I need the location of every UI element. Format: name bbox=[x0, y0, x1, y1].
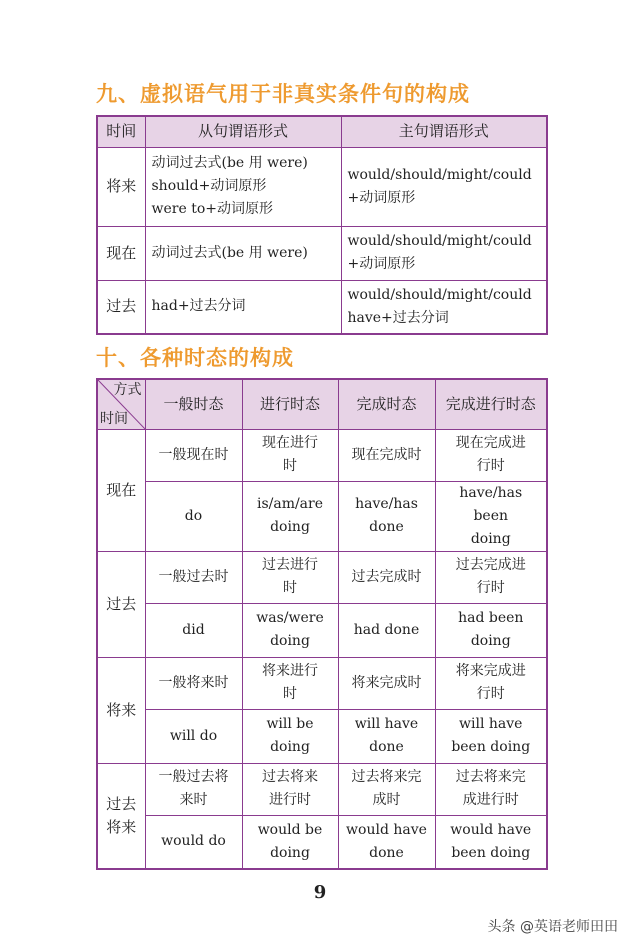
table-row bbox=[97, 226, 547, 280]
tense-name-cell bbox=[338, 429, 435, 481]
row-time: 将来 bbox=[97, 147, 145, 226]
tense-form-cell bbox=[242, 815, 338, 869]
cell-line: 将来 bbox=[106, 817, 137, 836]
row-time bbox=[97, 657, 145, 763]
cell-line: will be bbox=[266, 716, 314, 732]
cell-line: 过去将来 bbox=[262, 769, 318, 785]
main-form bbox=[341, 280, 547, 334]
cell-line: been doing bbox=[451, 739, 531, 755]
cell-line: doing bbox=[270, 844, 310, 861]
cell-line: +动词原形 bbox=[347, 256, 416, 272]
header-perfect-progressive: 完成进行时态 bbox=[435, 379, 547, 429]
cell-line: had done bbox=[353, 621, 420, 638]
cell-line: had+过去分词 bbox=[151, 298, 246, 315]
tense-name-cell bbox=[338, 551, 435, 603]
cell-line: 过去进行 bbox=[262, 557, 318, 573]
header-progressive: 进行时态 bbox=[242, 379, 338, 429]
tense-form-cell bbox=[145, 709, 242, 763]
table-row bbox=[97, 551, 547, 603]
tense-name-cell bbox=[338, 657, 435, 709]
cell-line: 现在 bbox=[106, 480, 137, 499]
tense-name-cell bbox=[435, 429, 547, 481]
cell-line: will have bbox=[354, 716, 419, 732]
header-time: 时间 bbox=[97, 116, 145, 147]
cell-line: +动词原形 bbox=[347, 189, 416, 206]
clause-form bbox=[145, 147, 341, 226]
tense-form-cell bbox=[435, 709, 547, 763]
tense-name-cell bbox=[242, 657, 338, 709]
cell-line: had been bbox=[458, 610, 524, 626]
cell-line: 将来完成进 bbox=[455, 663, 526, 679]
row-time: 过去 bbox=[97, 280, 145, 334]
tense-name-cell bbox=[145, 657, 242, 709]
cell-line: would be bbox=[257, 821, 323, 838]
cell-line: 过去 bbox=[106, 794, 137, 813]
cell-line: doing bbox=[470, 633, 511, 649]
cell-line: 时 bbox=[283, 686, 297, 702]
cell-line: were to+动词原形 bbox=[151, 201, 273, 217]
table-row bbox=[97, 429, 547, 481]
cell-line: would/should/might/could bbox=[347, 166, 532, 183]
tense-form-cell bbox=[435, 603, 547, 657]
table-row bbox=[97, 603, 547, 657]
table-row bbox=[97, 147, 547, 226]
header-simple: 一般时态 bbox=[145, 379, 242, 429]
clause-form bbox=[145, 226, 341, 280]
cell-line: 成时 bbox=[372, 792, 401, 808]
cell-line: done bbox=[369, 519, 404, 535]
cell-line: will have bbox=[459, 716, 523, 732]
tense-form-cell bbox=[435, 481, 547, 551]
section9-title: 九、虚拟语气用于非真实条件句的构成 bbox=[96, 82, 470, 106]
tense-form-cell bbox=[338, 709, 435, 763]
tense-name-cell bbox=[435, 763, 547, 815]
cell-line: was/were bbox=[256, 610, 324, 626]
cell-line: would have bbox=[346, 821, 427, 838]
cell-line: 将来进行 bbox=[262, 663, 318, 679]
cell-line: 过去将来完 bbox=[455, 769, 526, 785]
cell-line: 动词过去式(be 用 were) bbox=[151, 244, 308, 261]
cell-line: been doing bbox=[451, 844, 531, 861]
tense-name-cell bbox=[145, 763, 242, 815]
tense-name-cell bbox=[435, 657, 547, 709]
header-clause: 从句谓语形式 bbox=[145, 116, 341, 147]
cell-line: would/should/might/could bbox=[347, 286, 532, 303]
tense-form-cell bbox=[435, 815, 547, 869]
tense-name-cell bbox=[145, 429, 242, 481]
cell-line: done bbox=[369, 844, 404, 861]
tense-form-cell bbox=[145, 603, 242, 657]
cell-line: doing bbox=[270, 519, 310, 535]
cell-line: 行时 bbox=[476, 580, 505, 596]
table-row bbox=[97, 763, 547, 815]
tense-name-cell bbox=[242, 551, 338, 603]
cell-line: doing bbox=[270, 633, 310, 649]
cell-line: have+过去分词 bbox=[347, 309, 449, 326]
tense-name-cell bbox=[242, 763, 338, 815]
cell-line: 过去完成进 bbox=[455, 557, 526, 573]
cell-line: 行时 bbox=[476, 686, 505, 702]
section10-title: 十、各种时态的构成 bbox=[96, 346, 294, 370]
header-main: 主句谓语形式 bbox=[341, 116, 547, 147]
page-number: 9 bbox=[313, 882, 327, 903]
cell-line: 过去完成时 bbox=[351, 568, 422, 585]
watermark: 头条 @英语老师田田 bbox=[487, 919, 618, 935]
cell-line: 过去将来完 bbox=[351, 769, 422, 785]
cell-line: should+动词原形 bbox=[151, 178, 267, 194]
cell-line: 来时 bbox=[179, 792, 208, 808]
cell-line: 一般过去时 bbox=[158, 568, 229, 585]
cell-line: 时 bbox=[283, 458, 297, 474]
cell-line: 时 bbox=[283, 580, 297, 596]
table-row bbox=[97, 280, 547, 334]
corner-top-label: 方式 bbox=[113, 382, 142, 398]
tense-name-cell bbox=[435, 551, 547, 603]
header-perfect: 完成时态 bbox=[338, 379, 435, 429]
cell-line: 进行时 bbox=[269, 792, 311, 808]
tense-name-cell bbox=[242, 429, 338, 481]
cell-line: done bbox=[369, 739, 404, 755]
tense-form-cell bbox=[242, 603, 338, 657]
corner-bottom-label: 时间 bbox=[100, 410, 128, 427]
cell-line: 将来 bbox=[106, 700, 137, 719]
cell-line: 一般过去将 bbox=[158, 769, 229, 785]
tense-form-cell bbox=[145, 815, 242, 869]
cell-line: would/should/might/could bbox=[347, 233, 532, 249]
table-row bbox=[97, 815, 547, 869]
table-row bbox=[97, 709, 547, 763]
row-time bbox=[97, 551, 145, 657]
main-form bbox=[341, 226, 547, 280]
clause-form bbox=[145, 280, 341, 334]
row-time bbox=[97, 429, 145, 551]
subjunctive-table bbox=[96, 115, 548, 335]
tense-form-cell bbox=[145, 481, 242, 551]
cell-line: doing bbox=[470, 530, 511, 547]
cell-line: did bbox=[182, 621, 205, 638]
cell-line: 过去 bbox=[106, 594, 137, 613]
cell-line: would have bbox=[450, 821, 532, 838]
tense-form-cell bbox=[338, 481, 435, 551]
tense-form-cell bbox=[338, 603, 435, 657]
cell-line: doing bbox=[270, 739, 310, 755]
cell-line: would do bbox=[161, 833, 226, 850]
row-time: 现在 bbox=[97, 226, 145, 280]
table-row bbox=[97, 657, 547, 709]
tense-form-cell bbox=[338, 815, 435, 869]
cell-line: have/has bbox=[355, 496, 418, 512]
cell-line: 动词过去式(be 用 were) bbox=[151, 155, 308, 171]
cell-line: 行时 bbox=[476, 458, 505, 474]
tenses-table bbox=[96, 378, 548, 870]
corner-header bbox=[97, 379, 145, 429]
tense-body bbox=[97, 429, 547, 869]
cell-line: have/has been bbox=[459, 484, 523, 524]
cell-line: 成进行时 bbox=[462, 792, 519, 808]
cell-line: 一般将来时 bbox=[158, 674, 229, 691]
cell-line: 将来完成时 bbox=[351, 674, 422, 691]
main-form bbox=[341, 147, 547, 226]
cell-line: 现在完成时 bbox=[351, 446, 422, 463]
cell-line: is/am/are bbox=[256, 496, 324, 512]
cell-line: do bbox=[184, 507, 203, 524]
table-row bbox=[97, 481, 547, 551]
tense-form-cell bbox=[242, 481, 338, 551]
tense-name-cell bbox=[338, 763, 435, 815]
cell-line: will do bbox=[169, 727, 218, 744]
row-time bbox=[97, 763, 145, 869]
tense-form-cell bbox=[242, 709, 338, 763]
cell-line: 现在进行 bbox=[262, 435, 318, 451]
cell-line: 一般现在时 bbox=[158, 446, 229, 463]
cell-line: 现在完成进 bbox=[455, 435, 526, 451]
tense-name-cell bbox=[145, 551, 242, 603]
